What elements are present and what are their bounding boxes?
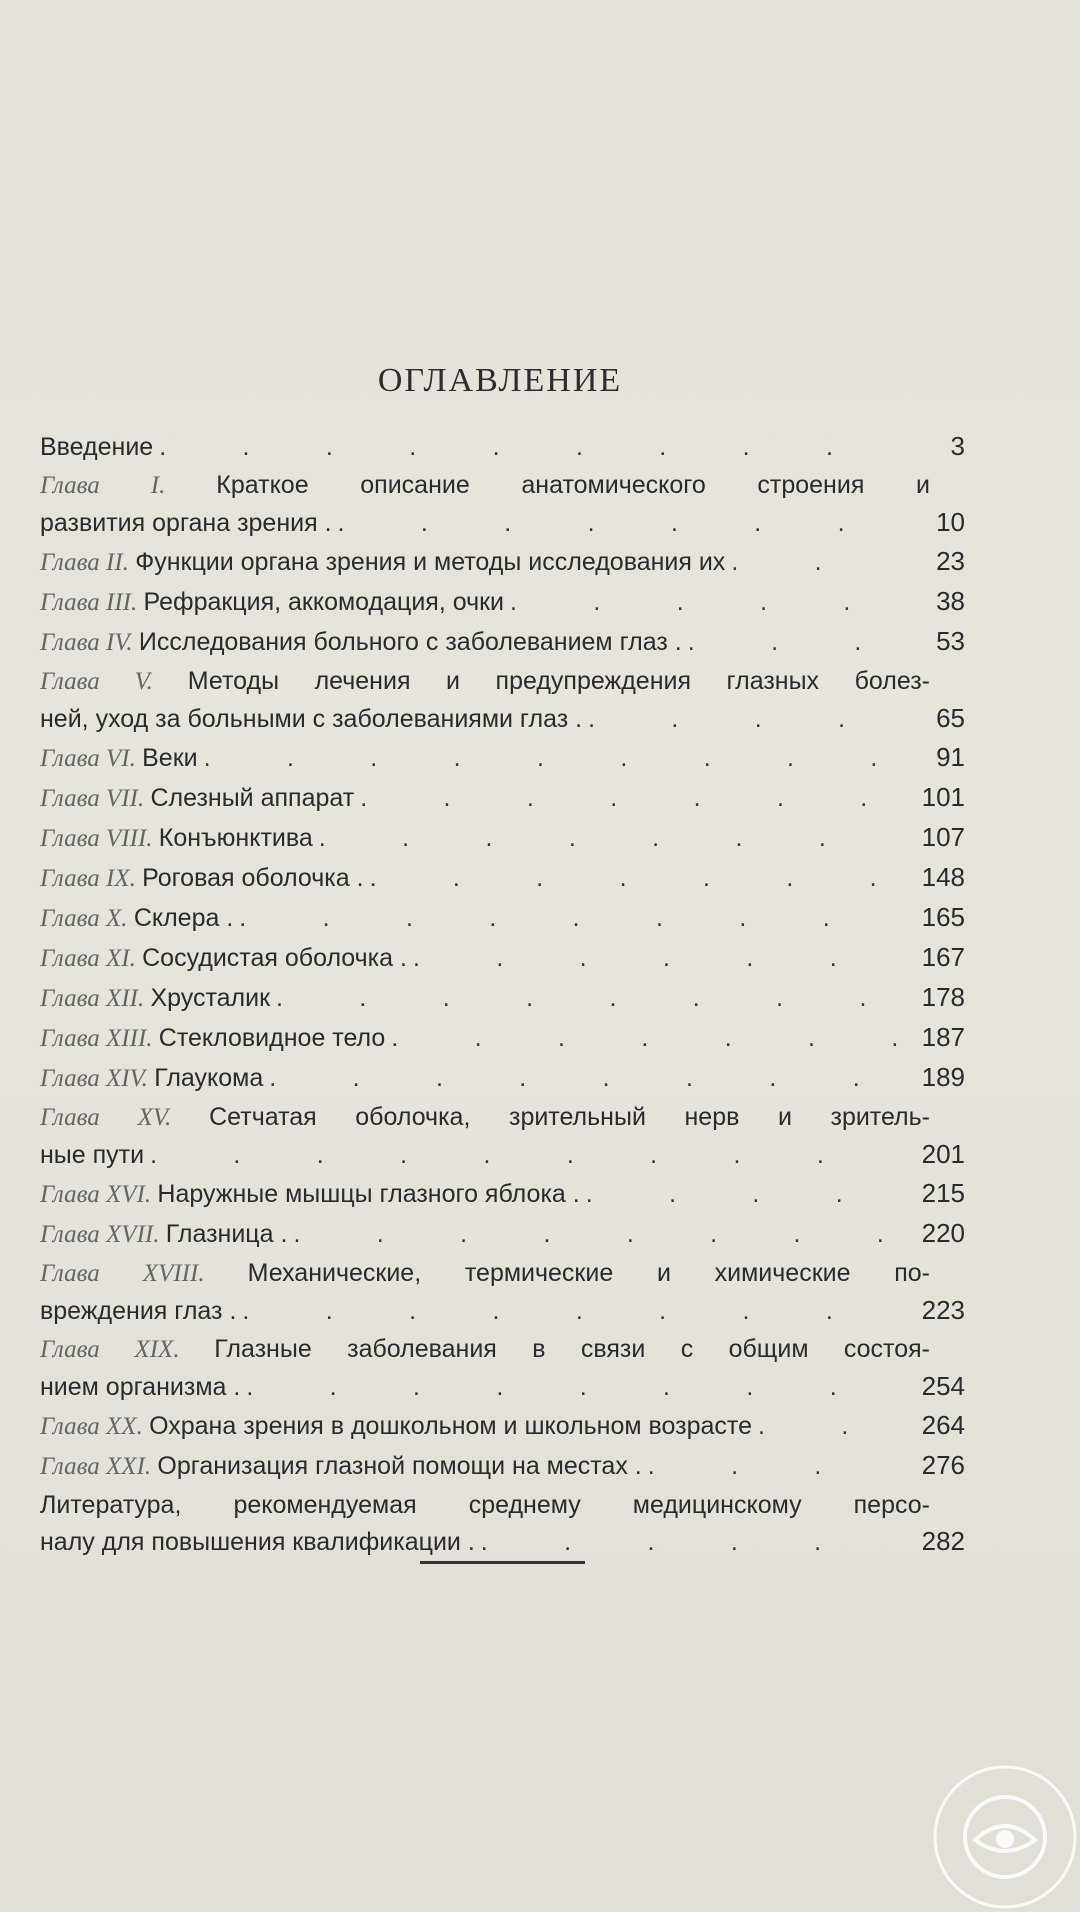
leader-dots xyxy=(153,429,898,465)
page-number: 101 xyxy=(921,782,965,812)
entry-title: Введение xyxy=(40,433,154,461)
leader-dots xyxy=(332,505,898,541)
chapter-label: Глава XVII. xyxy=(40,1221,166,1248)
toc-entry xyxy=(40,859,965,897)
toc-entry xyxy=(40,1215,965,1253)
chapter-label: Глава VI. xyxy=(40,745,143,772)
leader-dots xyxy=(354,780,898,816)
toc-entry xyxy=(40,1175,965,1213)
toc-entry xyxy=(40,1407,965,1445)
table-of-contents xyxy=(40,428,965,1560)
entry-title: Наружные мышцы глазного яблока . xyxy=(157,1180,580,1208)
toc-entry xyxy=(40,467,965,541)
entry-title: развития органа зрения . xyxy=(40,509,332,537)
leader-dots xyxy=(475,1524,898,1560)
leader-dots xyxy=(582,701,898,737)
entry-title: Глазница . xyxy=(165,1220,288,1248)
page-number: 107 xyxy=(921,822,965,852)
toc-entry xyxy=(40,939,965,977)
chapter-label: Глава II. xyxy=(40,549,136,576)
page-number: 10 xyxy=(936,507,965,537)
chapter-label: Глава XVI. xyxy=(40,1181,158,1208)
divider-rule xyxy=(420,1561,585,1564)
page-number: 53 xyxy=(936,626,965,656)
toc-entry xyxy=(40,428,965,465)
entry-title: Глаукома xyxy=(154,1064,264,1092)
page-number: 148 xyxy=(921,862,965,892)
leader-dots xyxy=(313,820,898,856)
chapter-label: Глава XXI. xyxy=(40,1453,158,1480)
entry-title: Литература, рекомендуемая среднему медицинскому персо- xyxy=(40,1491,930,1519)
chapter-label: Глава XI. xyxy=(40,945,143,972)
leader-dots xyxy=(198,740,898,776)
leader-dots xyxy=(240,1369,898,1405)
chapter-label: Глава III. xyxy=(40,589,144,616)
chapter-label: Глава XIX. xyxy=(40,1336,215,1363)
toc-entry xyxy=(40,739,965,777)
leader-dots xyxy=(725,544,898,580)
toc-entry xyxy=(40,583,965,621)
page-number: 167 xyxy=(921,942,965,972)
chapter-label: Глава I. xyxy=(40,472,217,499)
entry-title: Слезный аппарат xyxy=(150,784,355,812)
leader-dots xyxy=(287,1216,898,1252)
leader-dots xyxy=(385,1020,898,1056)
chapter-label: Глава XV. xyxy=(40,1104,210,1131)
leader-dots xyxy=(580,1176,898,1212)
toc-entry xyxy=(40,623,965,661)
page-number: 65 xyxy=(936,703,965,733)
entry-title: Сетчатая оболочка, зрительный нерв и зритель- xyxy=(209,1103,930,1131)
museum-stamp-logo xyxy=(930,1762,1080,1912)
page-number: 38 xyxy=(936,586,965,616)
page-number: 215 xyxy=(921,1178,965,1208)
page-number: 187 xyxy=(921,1022,965,1052)
chapter-label: Глава V. xyxy=(40,668,188,695)
leader-dots xyxy=(642,1448,898,1484)
entry-title: нием организма . xyxy=(40,1373,241,1401)
toc-entry xyxy=(40,663,965,737)
entry-title: Методы лечения и предупреждения глазных болез- xyxy=(187,667,931,695)
leader-dots xyxy=(364,860,898,896)
toc-entry xyxy=(40,1059,965,1097)
toc-entry xyxy=(40,779,965,817)
chapter-label: Глава X. xyxy=(40,905,134,932)
page-title: ОГЛАВЛЕНИЕ xyxy=(377,362,623,399)
leader-dots xyxy=(682,624,898,660)
entry-title: Рефракция, аккомодация, очки xyxy=(143,588,505,616)
toc-entry xyxy=(40,1099,965,1173)
entry-title: Роговая оболочка . xyxy=(142,864,364,892)
page-number: 23 xyxy=(936,546,965,576)
entry-title: Механические, термические и химические по- xyxy=(247,1259,930,1287)
entry-title: ные пути xyxy=(40,1141,145,1169)
entry-title: Функции органа зрения и методы исследования их xyxy=(135,548,726,576)
toc-entry xyxy=(40,1255,965,1329)
leader-dots xyxy=(233,900,898,936)
page-number: 165 xyxy=(921,902,965,932)
toc-entry xyxy=(40,1487,965,1560)
entry-title: Склера . xyxy=(133,904,234,932)
leader-dots xyxy=(236,1293,898,1329)
chapter-label: Глава VII. xyxy=(40,785,151,812)
chapter-label: Глава IX. xyxy=(40,865,143,892)
entry-title: вреждения глаз . xyxy=(40,1297,237,1325)
entry-title: Веки xyxy=(142,744,198,772)
chapter-label: Глава XII. xyxy=(40,985,151,1012)
entry-title: Сосудистая оболочка . xyxy=(142,944,407,972)
entry-title: Хрусталик xyxy=(150,984,271,1012)
chapter-label: Глава XX. xyxy=(40,1413,150,1440)
page-number: 3 xyxy=(950,431,965,461)
leader-dots xyxy=(407,940,898,976)
leader-dots xyxy=(504,584,898,620)
page-number: 254 xyxy=(921,1371,965,1401)
chapter-label: Глава VIII. xyxy=(40,825,159,852)
toc-entry xyxy=(40,1331,965,1405)
entry-title: Глазные заболевания в связи с общим состоя- xyxy=(214,1335,930,1363)
toc-entry xyxy=(40,1019,965,1057)
entry-title: Стекловидное тело xyxy=(158,1024,386,1052)
chapter-label: Глава XIII. xyxy=(40,1025,159,1052)
page-number: 276 xyxy=(921,1450,965,1480)
entry-title: Краткое описание анатомического строения и xyxy=(216,471,930,499)
chapter-label: Глава XIV. xyxy=(40,1065,155,1092)
entry-title: ней, уход за больными с заболеваниями глаз . xyxy=(40,705,583,733)
toc-entry xyxy=(40,899,965,937)
entry-title: Организация глазной помощи на местах . xyxy=(157,1452,642,1480)
toc-entry xyxy=(40,543,965,581)
toc-entry xyxy=(40,819,965,857)
chapter-label: Глава XVIII. xyxy=(40,1260,248,1287)
page-number: 282 xyxy=(921,1526,965,1556)
toc-entry xyxy=(40,1447,965,1485)
leader-dots xyxy=(752,1408,898,1444)
page-number: 223 xyxy=(921,1295,965,1325)
page-number: 178 xyxy=(921,982,965,1012)
leader-dots xyxy=(144,1137,898,1173)
entry-title: Исследования больного с заболеванием глаз . xyxy=(138,628,682,656)
toc-entry xyxy=(40,979,965,1017)
leader-dots xyxy=(263,1060,898,1096)
entry-title: налу для повышения квалификации . xyxy=(40,1528,475,1556)
page-number: 264 xyxy=(921,1410,965,1440)
chapter-label: Глава IV. xyxy=(40,629,139,656)
entry-title: Конъюнктива xyxy=(158,824,313,852)
page-number: 201 xyxy=(921,1139,965,1169)
page-number: 189 xyxy=(921,1062,965,1092)
entry-title: Охрана зрения в дошкольном и школьном возрасте xyxy=(149,1412,752,1440)
page-number: 91 xyxy=(936,742,965,772)
leader-dots xyxy=(270,980,898,1016)
page-number: 220 xyxy=(921,1218,965,1248)
